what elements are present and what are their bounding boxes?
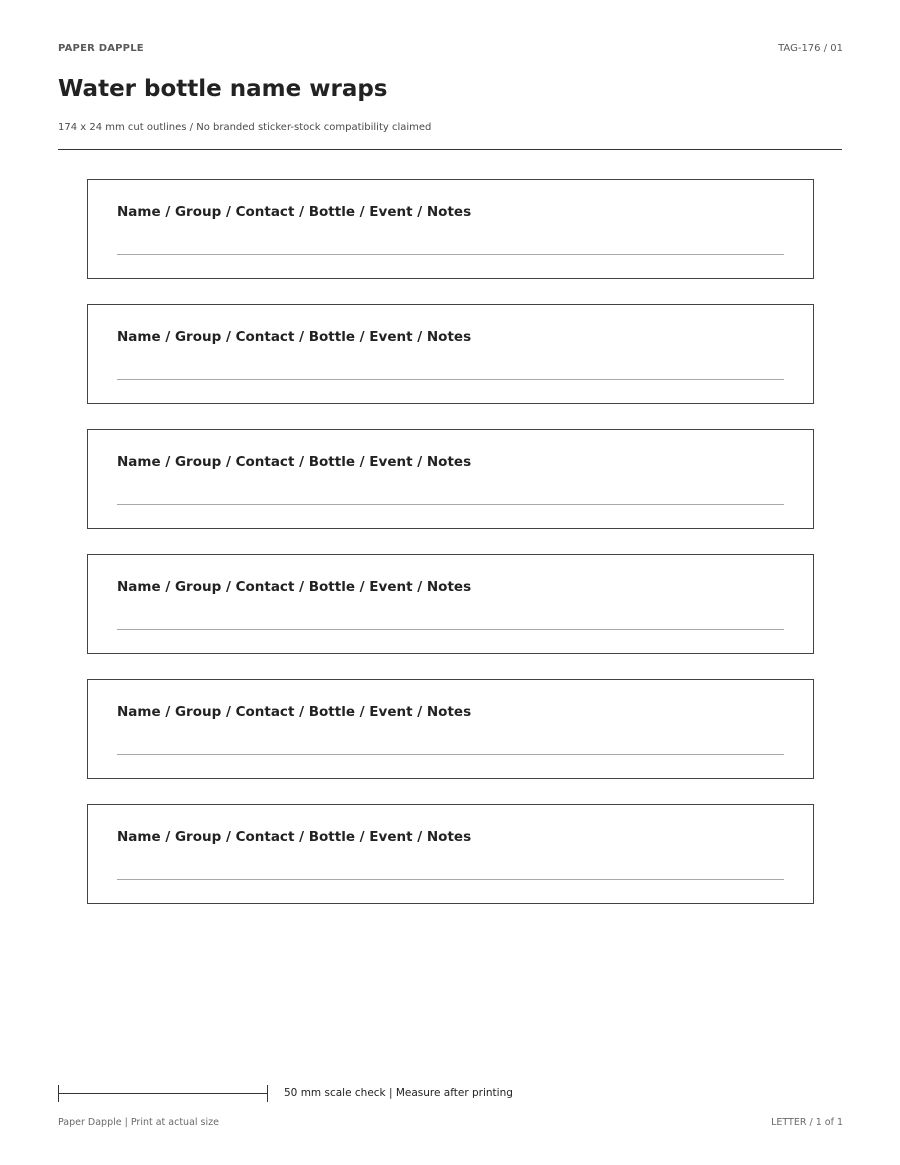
page-title: Water bottle name wraps — [58, 76, 388, 102]
label-heading: Name / Group / Contact / Bottle / Event / Notes — [117, 204, 472, 220]
write-line — [117, 379, 784, 380]
write-line — [117, 879, 784, 880]
write-line — [117, 629, 784, 630]
scale-check-text: 50 mm scale check | Measure after printing — [284, 1087, 513, 1099]
brand-name: PAPER DAPPLE — [58, 43, 144, 54]
page-subtitle: 174 x 24 mm cut outlines / No branded sticker-stock compatibility claimed — [58, 122, 432, 133]
footer-note: Paper Dapple | Print at actual size — [58, 1117, 219, 1128]
write-line — [117, 254, 784, 255]
label-heading: Name / Group / Contact / Bottle / Event / Notes — [117, 329, 472, 345]
name-wrap-label — [87, 179, 814, 279]
footer-page-info: LETTER / 1 of 1 — [771, 1117, 843, 1128]
name-wrap-label — [87, 554, 814, 654]
document-code: TAG-176 / 01 — [778, 43, 843, 54]
scale-tick-end — [267, 1085, 268, 1102]
label-sheet — [87, 179, 814, 929]
name-wrap-label — [87, 679, 814, 779]
label-heading: Name / Group / Contact / Bottle / Event / Notes — [117, 579, 472, 595]
label-heading: Name / Group / Contact / Bottle / Event / Notes — [117, 829, 472, 845]
label-heading: Name / Group / Contact / Bottle / Event / Notes — [117, 704, 472, 720]
scale-line — [58, 1093, 267, 1094]
write-line — [117, 504, 784, 505]
label-heading: Name / Group / Contact / Bottle / Event / Notes — [117, 454, 472, 470]
name-wrap-label — [87, 804, 814, 904]
write-line — [117, 754, 784, 755]
scale-bar — [58, 1085, 268, 1103]
header-divider — [58, 149, 842, 150]
name-wrap-label — [87, 304, 814, 404]
name-wrap-label — [87, 429, 814, 529]
